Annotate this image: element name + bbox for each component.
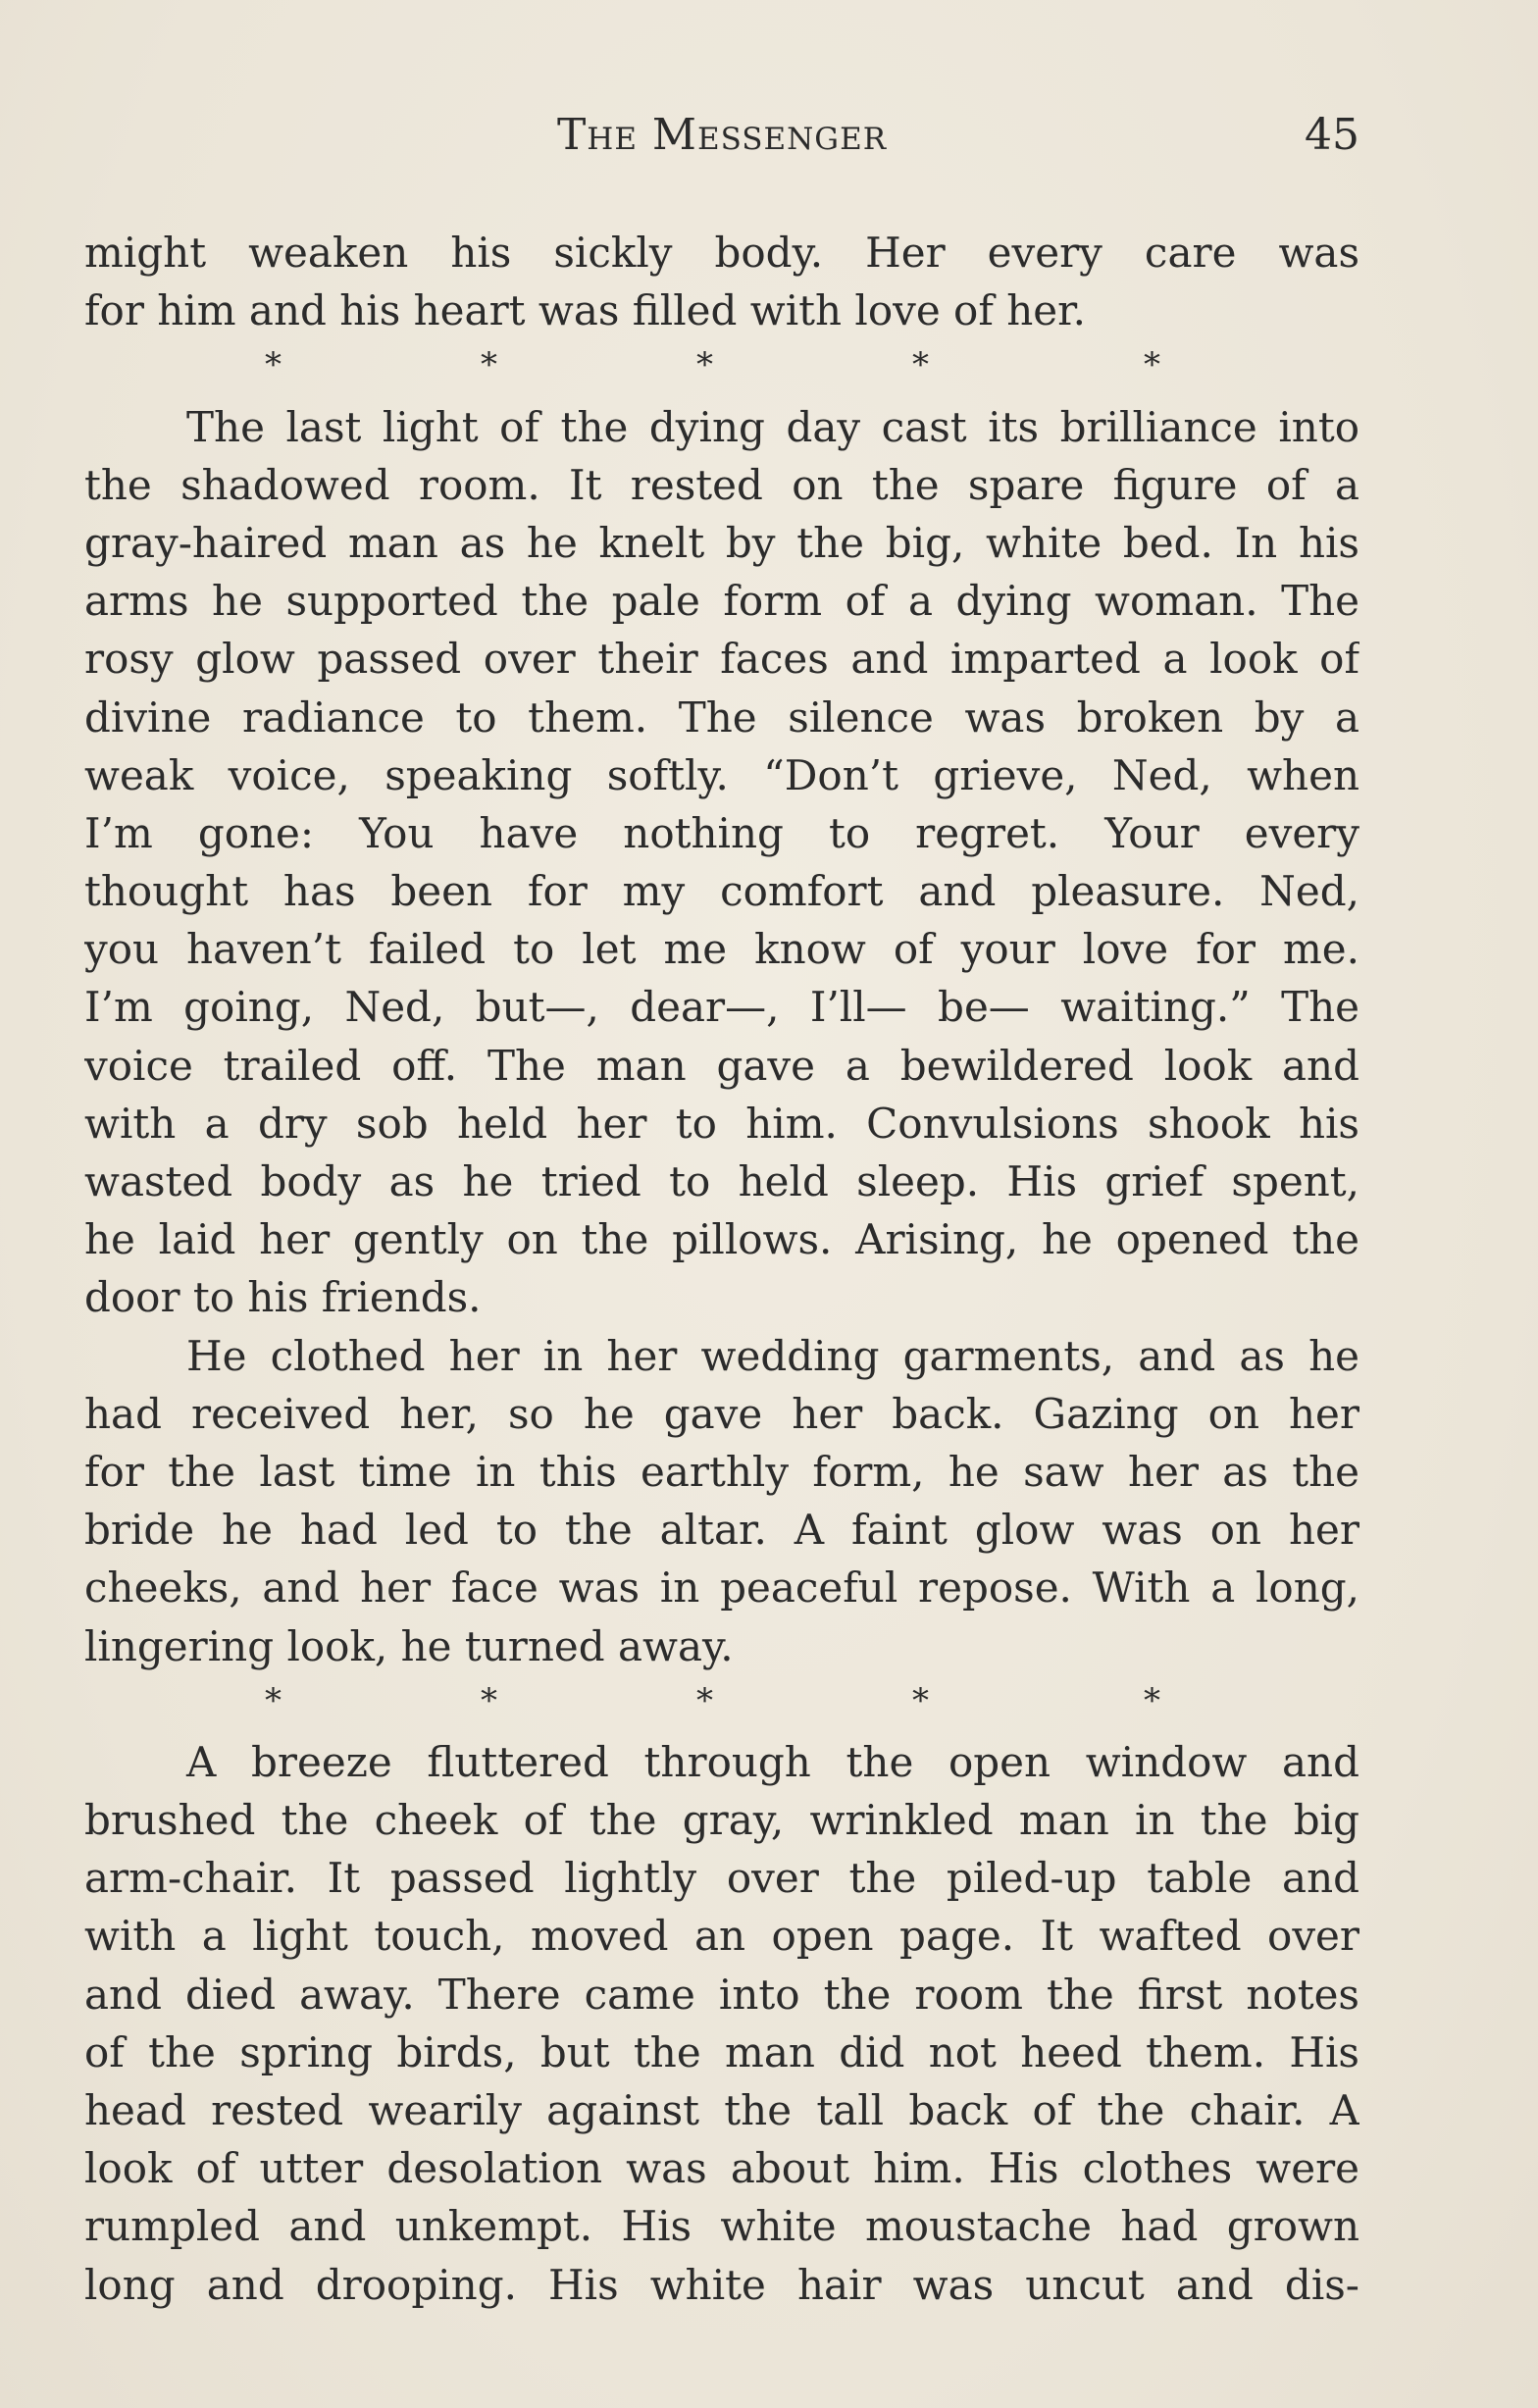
text-line: gray-haired man as he knelt by the big, white bed. In his [84,518,1359,567]
text-line: thought has been for my comfort and pleasure. Ned, [84,867,1359,916]
separator-asterisk: * [265,1680,282,1720]
section-separator [84,339,1359,397]
separator-asterisk: * [481,345,497,385]
text-line: had received her, so he gave her back. Gazing on her [84,1389,1359,1438]
text-line: voice trailed off. The man gave a bewildered look and [84,1041,1359,1090]
separator-asterisk: * [696,1680,713,1720]
separator-asterisk: * [1144,345,1160,385]
text-line: brushed the cheek of the gray, wrinkled man in the big [84,1796,1359,1845]
running-head [84,110,1359,169]
text-line: the shadowed room. It rested on the spare figure of a [84,460,1359,509]
text-line: rumpled and unkempt. His white moustache had grown [84,2202,1359,2251]
text-line: cheeks, and her face was in peaceful repose. With a long, [84,1563,1359,1613]
text-line: He clothed her in her wedding garments, and as he [186,1331,1359,1380]
text-line: you haven’t failed to let me know of your love for me. [84,925,1359,974]
page-number: 45 [1305,110,1359,160]
text-line: might weaken his sickly body. Her every care was [84,229,1359,277]
text-line: bride he had led to the altar. A faint glow was on her [84,1506,1359,1555]
running-title: The Messenger [556,110,888,160]
text-line: The last light of the dying day cast its brilliance into [186,402,1359,451]
text-line: wasted body as he tried to held sleep. His grief spent, [84,1157,1359,1205]
text-line: for him and his heart was filled with love of her. [84,286,1086,335]
text-line: A breeze fluttered through the open window and [186,1737,1359,1786]
separator-asterisk: * [912,1680,929,1720]
text-line: with a light touch, moved an open page. It wafted over [84,1912,1359,1961]
separator-asterisk: * [481,1680,497,1720]
separator-asterisk: * [912,345,929,385]
text-line: of the spring birds, but the man did not heed them. His [84,2027,1359,2076]
text-line: he laid her gently on the pillows. Arising, he opened the [84,1215,1359,1264]
separator-asterisk: * [696,345,713,385]
text-line: rosy glow passed over their faces and imparted a look of [84,635,1359,684]
text-line: with a dry sob held her to him. Convulsions shook his [84,1099,1359,1148]
text-line: look of utter desolation was about him. His clothes were [84,2144,1359,2193]
text-line: for the last time in this earthly form, he saw her as the [84,1447,1359,1496]
text-line: head rested wearily against the tall back of the chair. A [84,2086,1359,2134]
text-line: door to his friends. [84,1273,482,1322]
body-text [84,224,1359,2314]
text-line: arms he supported the pale form of a dying woman. The [84,577,1359,626]
separator-asterisk: * [1144,1680,1160,1720]
text-line: I’m going, Ned, but—, dear—, I’ll— be— waiting.” The [84,983,1359,1032]
text-line: lingering look, he turned away. [84,1621,734,1670]
section-separator [84,1675,1359,1733]
text-line: divine radiance to them. The silence was broken by a [84,692,1359,742]
text-line: arm-chair. It passed lightly over the piled-up table and [84,1854,1359,1903]
separator-asterisk: * [265,345,282,385]
text-line: weak voice, speaking softly. “Don’t grieve, Ned, when [84,750,1359,799]
text-line: and died away. There came into the room the first notes [84,1970,1359,2019]
text-line: long and drooping. His white hair was uncut and dis- [84,2260,1359,2309]
text-line: I’m gone: You have nothing to regret. Your every [84,808,1359,857]
